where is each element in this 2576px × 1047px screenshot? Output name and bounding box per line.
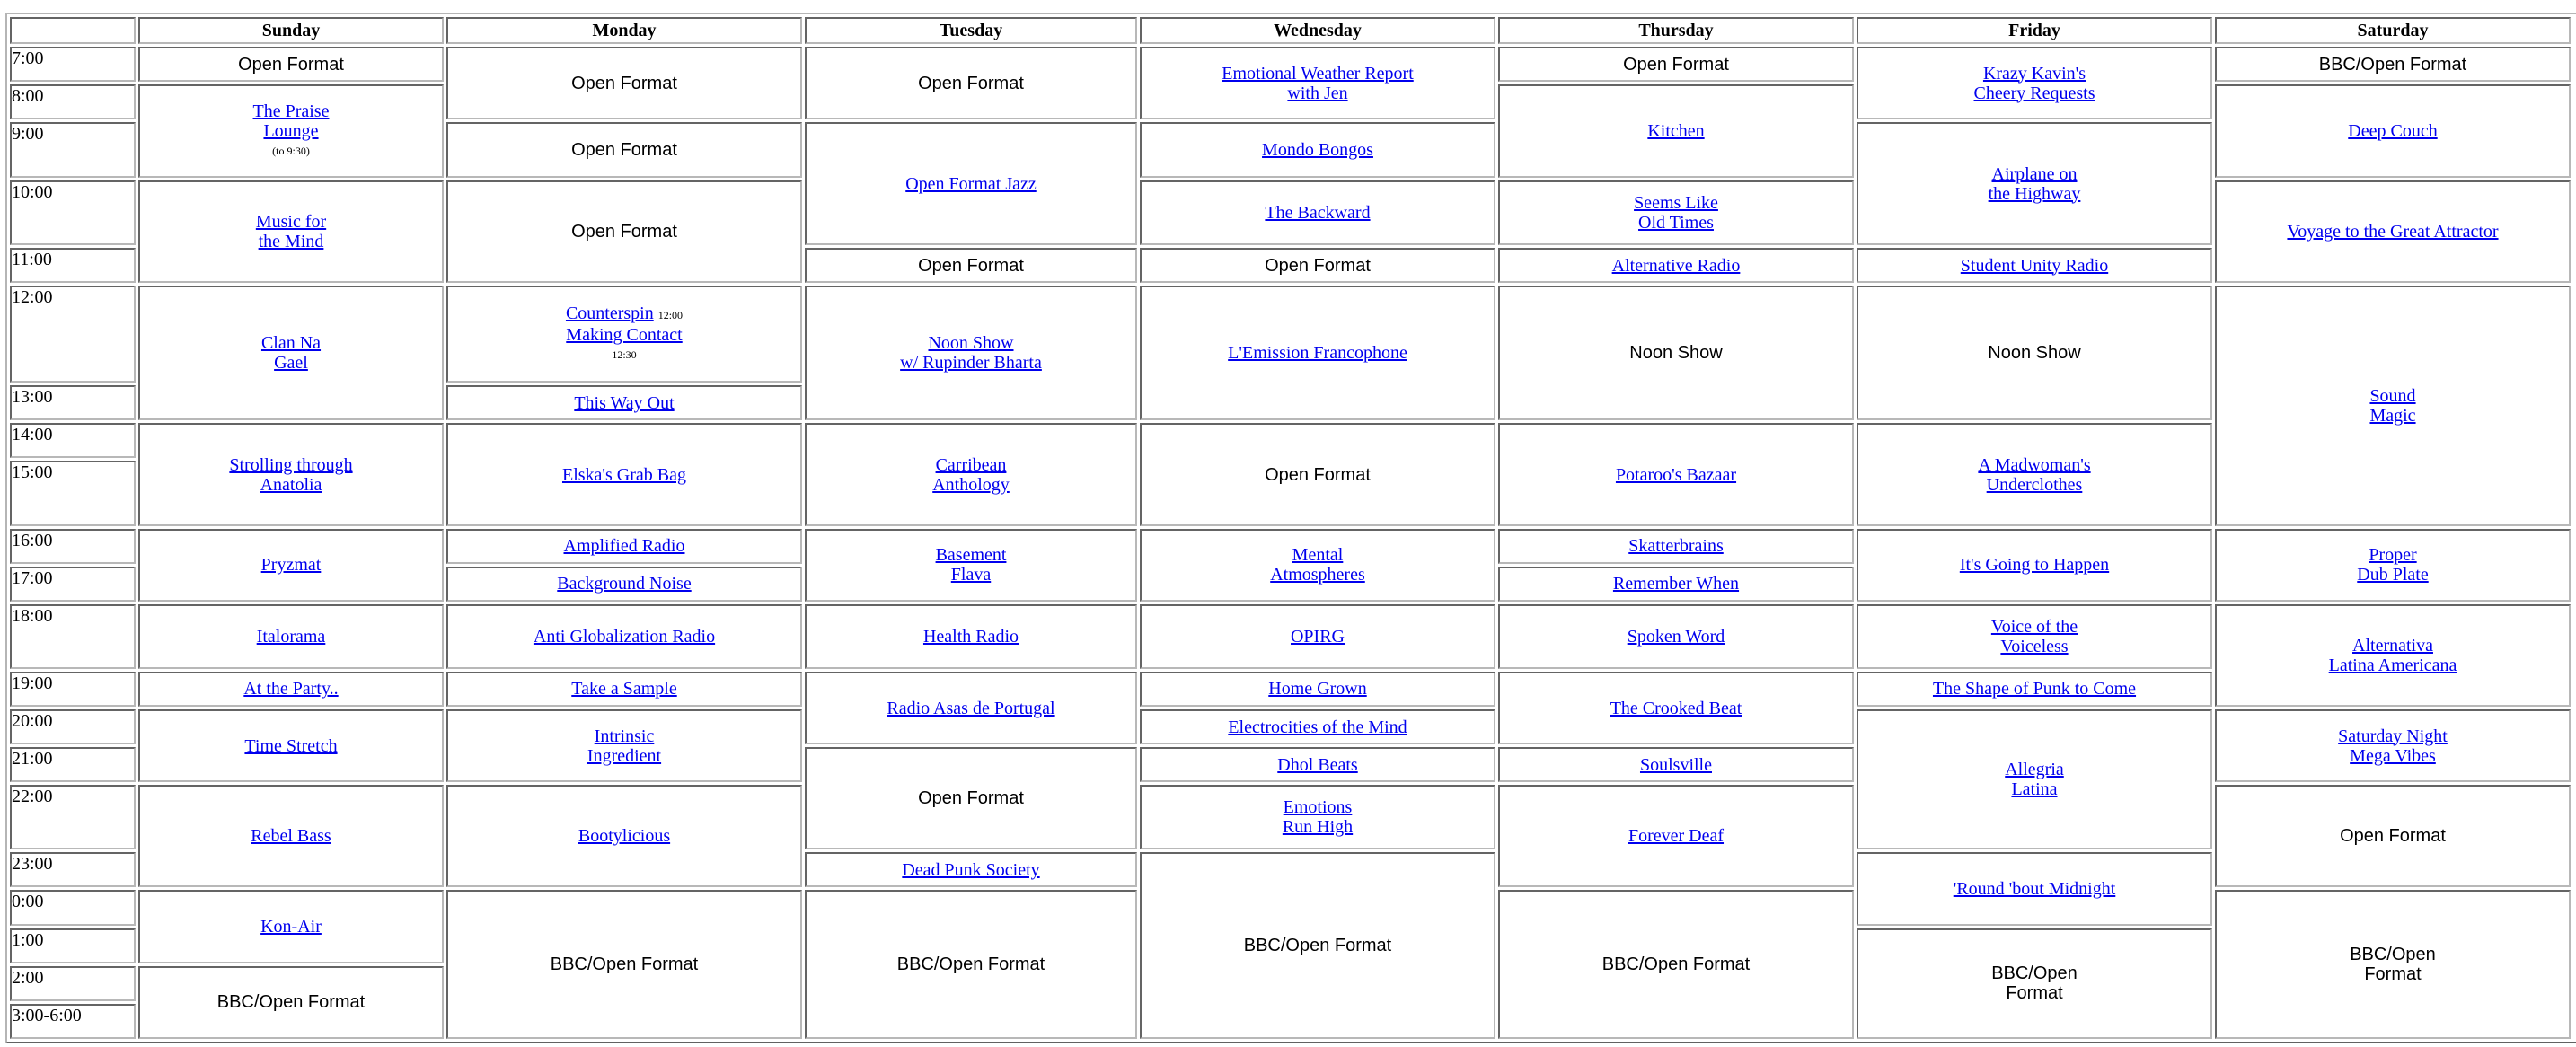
show-title-line: Anatolia xyxy=(260,474,322,495)
friday-shape-of-punk xyxy=(1857,672,2212,707)
thursday-remember-when xyxy=(1498,567,1854,602)
schedule-table xyxy=(5,13,2576,1043)
time-label: 21:00 xyxy=(10,747,136,782)
show-title-line: Anthology xyxy=(932,474,1010,495)
show-link[interactable]: Kon-Air xyxy=(260,917,322,937)
monday-anti-globalization-radio xyxy=(446,604,802,669)
show-link[interactable]: Bootylicious xyxy=(578,826,671,847)
sunday-rebel-bass xyxy=(138,785,444,887)
show-link[interactable]: Background Noise xyxy=(557,574,692,594)
friday-round-bout-midnight xyxy=(1857,852,2212,925)
wednesday-bbc-open-format: BBC/Open Format xyxy=(1140,852,1495,1039)
show-title-line: Latina xyxy=(2011,779,2058,800)
wednesday-electrocities xyxy=(1140,709,1495,744)
show-link[interactable]: Soulsville xyxy=(1639,754,1712,775)
header-row xyxy=(10,17,2573,44)
day-header-tuesday: Tuesday xyxy=(805,17,1137,44)
show-link[interactable]: Skatterbrains xyxy=(1628,536,1724,557)
day-header-thursday: Thursday xyxy=(1498,17,1854,44)
time-label: 10:00 xyxy=(10,180,136,245)
time-label: 9:00 xyxy=(10,122,136,178)
show-link[interactable] xyxy=(1858,455,2210,495)
show-link[interactable]: Home Grown xyxy=(1268,679,1367,699)
show-link[interactable] xyxy=(1500,193,1852,233)
time-label: 11:00 xyxy=(10,248,136,283)
thursday-noon-show: Noon Show xyxy=(1498,286,1854,420)
tuesday-radio-asas-de-portugal xyxy=(805,672,1137,744)
day-header-saturday: Saturday xyxy=(2215,17,2571,44)
time-label: 14:00 xyxy=(10,423,136,458)
show-title-line: w/ Rupinder Bharta xyxy=(900,353,1042,374)
show-link[interactable]: Electrocities of the Mind xyxy=(1228,717,1407,737)
monday-open-format: Open Format xyxy=(446,180,802,283)
show-link[interactable] xyxy=(1142,64,1494,103)
show-link[interactable]: 'Round 'bout Midnight xyxy=(1953,878,2116,899)
time-label: 3:00-6:00 xyxy=(10,1004,136,1039)
show-link[interactable] xyxy=(2217,545,2569,585)
counterspin-line xyxy=(448,304,800,325)
show-title-line: the Mind xyxy=(258,231,324,251)
sunday-time-stretch xyxy=(138,709,444,782)
show-link[interactable]: Making Contact xyxy=(566,325,683,346)
row-19 xyxy=(10,672,2573,707)
row-18 xyxy=(10,604,2573,669)
friday-allegria-latina xyxy=(1857,709,2212,849)
show-link[interactable]: Elska's Grab Bag xyxy=(561,464,687,485)
show-title-line: Voice of the xyxy=(1990,616,2078,637)
show-link[interactable]: Italorama xyxy=(256,626,326,647)
thursday-seems-like-old-times xyxy=(1498,180,1854,245)
corner-cell xyxy=(10,17,136,44)
monday-background-noise xyxy=(446,567,802,602)
row-12 xyxy=(10,286,2573,383)
saturday-open-format: Open Format xyxy=(2215,785,2571,887)
saturday-night-mega-vibes xyxy=(2215,709,2571,782)
monday-counterspin-making-contact xyxy=(446,286,802,383)
monday-intrinsic-ingredient xyxy=(446,709,802,782)
show-link[interactable]: The Crooked Beat xyxy=(1610,698,1742,718)
tuesday-open-format: Open Format xyxy=(805,747,1137,849)
show-link[interactable] xyxy=(1858,164,2210,204)
show-title-line: Allegria xyxy=(2005,760,2064,780)
show-link[interactable]: Alternative Radio xyxy=(1611,255,1741,276)
wednesday-mental-atmospheres xyxy=(1140,529,1495,602)
day-header-wednesday: Wednesday xyxy=(1140,17,1495,44)
monday-open-format: Open Format xyxy=(446,122,802,178)
thursday-potaroos-bazaar xyxy=(1498,423,1854,525)
show-title-line: Voiceless xyxy=(2000,636,2069,656)
show-title-line: Format xyxy=(2364,964,2422,985)
saturday-proper-dub-plate xyxy=(2215,529,2571,602)
row-20 xyxy=(10,709,2573,744)
show-title-line: Format xyxy=(2006,983,2063,1004)
show-link[interactable]: Potaroo's Bazaar xyxy=(1615,464,1737,485)
row-7 xyxy=(10,47,2573,82)
show-title-line: Cheery Requests xyxy=(1973,83,2095,103)
show-title-line: Ingredient xyxy=(587,745,662,766)
time-label: 22:00 xyxy=(10,785,136,849)
show-title-line: BBC/Open xyxy=(1991,963,2078,984)
show-title-line: A Madwoman's xyxy=(1978,454,2091,475)
wednesday-emission-francophone xyxy=(1140,286,1495,420)
row-14 xyxy=(10,423,2573,458)
show-link[interactable]: At the Party.. xyxy=(243,679,339,699)
show-link[interactable] xyxy=(1142,797,1494,837)
thursday-kitchen xyxy=(1498,84,1854,178)
time-label: 8:00 xyxy=(10,84,136,119)
tuesday-basement-flava xyxy=(805,529,1137,602)
time-label: 19:00 xyxy=(10,672,136,707)
tuesday-open-format-jazz xyxy=(805,122,1137,245)
show-title-line: Underclothes xyxy=(1986,474,2083,495)
show-link[interactable]: Forever Deaf xyxy=(1628,826,1725,847)
show-link[interactable]: Student Unity Radio xyxy=(1960,255,2109,276)
show-link[interactable]: Health Radio xyxy=(922,626,1019,647)
show-title-line: Carribean xyxy=(935,454,1007,475)
friday-student-unity-radio xyxy=(1857,248,2212,283)
time-label: 17:00 xyxy=(10,567,136,602)
show-title-line: Lounge xyxy=(263,120,319,141)
wednesday-emotional-weather-report xyxy=(1140,47,1495,119)
time-label: 23:00 xyxy=(10,852,136,887)
show-link[interactable]: Mondo Bongos xyxy=(1262,139,1373,160)
friday-bbc-open-format xyxy=(1857,928,2212,1039)
show-title-line: Alternativa xyxy=(2352,635,2433,655)
show-title-line: Sound xyxy=(2369,385,2416,406)
show-link[interactable]: Remember When xyxy=(1612,574,1740,594)
show-link[interactable]: L'Emission Francophone xyxy=(1228,343,1407,364)
show-link[interactable]: The Shape of Punk to Come xyxy=(1932,679,2137,699)
sunday-bbc-open-format: BBC/Open Format xyxy=(138,966,444,1039)
show-time-note: (to 9:30) xyxy=(272,144,310,157)
thursday-alternative-radio xyxy=(1498,248,1854,283)
show-link[interactable] xyxy=(807,545,1135,585)
show-title-line: Old Times xyxy=(1638,212,1714,233)
sunday-open-format: Open Format xyxy=(138,47,444,82)
sunday-kon-air xyxy=(138,890,444,963)
show-time-note: 12:00 xyxy=(657,309,684,322)
show-title-line: Airplane on xyxy=(1991,163,2078,184)
show-title-line: Strolling through xyxy=(229,454,353,475)
show-link[interactable] xyxy=(1858,760,2210,799)
saturday-deep-couch xyxy=(2215,84,2571,178)
tuesday-dead-punk-society xyxy=(805,852,1137,887)
show-title-line: Latina Americana xyxy=(2328,655,2457,675)
show-link[interactable]: It's Going to Happen xyxy=(1959,555,2110,576)
wednesday-opirg xyxy=(1140,604,1495,669)
show-link[interactable] xyxy=(2217,726,2569,766)
tuesday-noon-show xyxy=(805,286,1137,420)
show-link[interactable] xyxy=(807,455,1135,495)
sunday-italorama xyxy=(138,604,444,669)
wednesday-the-backward xyxy=(1140,180,1495,245)
tuesday-carribean-anthology xyxy=(805,423,1137,525)
show-link[interactable] xyxy=(140,101,442,141)
sunday-strolling-through-anatolia xyxy=(138,423,444,525)
show-title-line: Music for xyxy=(255,211,327,232)
monday-bbc-open-format: BBC/Open Format xyxy=(446,890,802,1039)
sunday-pryzmat xyxy=(138,529,444,602)
show-title-line: Basement xyxy=(935,545,1007,566)
friday-krazy-kavins xyxy=(1857,47,2212,119)
monday-elskas-grab-bag xyxy=(446,423,802,525)
wednesday-dhol-beats xyxy=(1140,747,1495,782)
show-title-line: Proper xyxy=(2369,545,2417,566)
show-title-line: Magic xyxy=(2369,405,2416,426)
sunday-music-for-the-mind xyxy=(138,180,444,283)
friday-noon-show: Noon Show xyxy=(1857,286,2212,420)
show-title-line: Clan Na xyxy=(260,333,322,354)
show-link[interactable]: Kitchen xyxy=(1647,120,1705,141)
show-link[interactable]: Voyage to the Great Attractor xyxy=(2287,221,2499,242)
time-label: 18:00 xyxy=(10,604,136,669)
show-link[interactable]: This Way Out xyxy=(574,392,675,413)
thursday-open-format: Open Format xyxy=(1498,47,1854,82)
thursday-soulsville xyxy=(1498,747,1854,782)
show-link[interactable]: Time Stretch xyxy=(244,735,338,756)
show-link[interactable]: Pryzmat xyxy=(260,555,322,576)
show-link[interactable] xyxy=(1858,617,2210,656)
thursday-crooked-beat xyxy=(1498,672,1854,744)
show-link[interactable]: Anti Globalization Radio xyxy=(533,626,716,647)
show-link[interactable]: Open Format Jazz xyxy=(905,173,1037,194)
thursday-bbc-open-format: BBC/Open Format xyxy=(1498,890,1854,1039)
day-header-friday: Friday xyxy=(1857,17,2212,44)
show-title-line: Krazy Kavin's xyxy=(1982,63,2086,84)
show-title-line: BBC/Open xyxy=(2350,945,2436,965)
show-link[interactable] xyxy=(140,333,442,373)
saturday-alternativa-latina-americana xyxy=(2215,604,2571,707)
time-label: 12:00 xyxy=(10,286,136,383)
tuesday-open-format: Open Format xyxy=(805,47,1137,119)
show-title-line: the Highway xyxy=(1988,183,2081,204)
friday-airplane-on-the-highway xyxy=(1857,122,2212,245)
monday-amplified-radio xyxy=(446,529,802,564)
making-contact-line xyxy=(448,325,800,345)
show-link[interactable]: Dhol Beats xyxy=(1277,754,1358,775)
sunday-clan-na-gael xyxy=(138,286,444,420)
time-label: 20:00 xyxy=(10,709,136,744)
thursday-skatterbrains xyxy=(1498,529,1854,564)
show-link[interactable]: Take a Sample xyxy=(571,679,677,699)
show-link[interactable] xyxy=(2217,636,2569,675)
saturday-sound-magic xyxy=(2215,286,2571,526)
show-link[interactable] xyxy=(448,726,800,766)
tuesday-bbc-open-format: BBC/Open Format xyxy=(805,890,1137,1039)
thursday-forever-deaf xyxy=(1498,785,1854,887)
show-link[interactable] xyxy=(1858,64,2210,103)
show-title-line: Emotional Weather Report xyxy=(1222,63,1414,84)
time-label: 1:00 xyxy=(10,928,136,963)
show-title-line: Seems Like xyxy=(1634,192,1718,213)
time-label: 16:00 xyxy=(10,529,136,564)
show-link[interactable]: Radio Asas de Portugal xyxy=(887,698,1055,718)
show-title-line: Dub Plate xyxy=(2357,565,2429,585)
thursday-spoken-word xyxy=(1498,604,1854,669)
day-header-monday: Monday xyxy=(446,17,802,44)
show-title-line: Gael xyxy=(274,353,308,374)
time-label: 13:00 xyxy=(10,385,136,420)
show-title-line: with Jen xyxy=(1287,83,1348,103)
show-link[interactable]: Spoken Word xyxy=(1627,626,1725,647)
show-link[interactable] xyxy=(1142,545,1494,585)
show-link[interactable] xyxy=(2217,386,2569,426)
time-label: 7:00 xyxy=(10,47,136,82)
show-link[interactable]: Amplified Radio xyxy=(563,536,685,557)
show-title-line: The Praise xyxy=(252,101,330,121)
wednesday-mondo-bongos xyxy=(1140,122,1495,178)
wednesday-open-format: Open Format xyxy=(1140,248,1495,283)
show-title-line: Noon Show xyxy=(928,333,1014,354)
friday-madwomans-underclothes xyxy=(1857,423,2212,525)
show-title-line: Saturday Night xyxy=(2338,726,2448,746)
show-title-line: Emotions xyxy=(1283,797,1353,818)
show-title-line: Mega Vibes xyxy=(2350,745,2436,766)
show-title-line: Run High xyxy=(1282,817,1354,838)
tuesday-health-radio xyxy=(805,604,1137,669)
time-label: 15:00 xyxy=(10,461,136,525)
show-link[interactable]: Counterspin xyxy=(565,304,654,324)
show-title-line: Atmospheres xyxy=(1270,565,1365,585)
show-time-note: 12:30 xyxy=(612,348,637,362)
saturday-voyage-great-attractor xyxy=(2215,180,2571,283)
saturday-bbc-open-format xyxy=(2215,890,2571,1039)
show-title-line: Intrinsic xyxy=(594,726,655,746)
monday-bootylicious xyxy=(446,785,802,887)
monday-this-way-out xyxy=(446,385,802,420)
monday-take-a-sample xyxy=(446,672,802,707)
show-link[interactable] xyxy=(140,212,442,251)
wednesday-home-grown xyxy=(1140,672,1495,707)
show-link[interactable]: Rebel Bass xyxy=(251,826,331,847)
day-header-sunday: Sunday xyxy=(138,17,444,44)
monday-open-format: Open Format xyxy=(446,47,802,119)
friday-voice-of-the-voiceless xyxy=(1857,604,2212,669)
show-title-line: Mental xyxy=(1292,545,1344,566)
friday-its-going-to-happen xyxy=(1857,529,2212,602)
sunday-praise-lounge xyxy=(138,84,444,178)
show-link[interactable]: OPIRG xyxy=(1290,626,1345,647)
show-title-line: Flava xyxy=(950,565,992,585)
show-link[interactable]: Dead Punk Society xyxy=(902,859,1040,880)
wednesday-open-format: Open Format xyxy=(1140,423,1495,525)
time-label: 0:00 xyxy=(10,890,136,925)
wednesday-emotions-run-high xyxy=(1140,785,1495,849)
row-16 xyxy=(10,529,2573,564)
show-link[interactable]: Deep Couch xyxy=(2348,120,2438,141)
show-link[interactable] xyxy=(807,333,1135,373)
time-label: 2:00 xyxy=(10,966,136,1001)
sunday-at-the-party xyxy=(138,672,444,707)
show-link[interactable] xyxy=(140,455,442,495)
show-link[interactable]: The Backward xyxy=(1265,202,1371,223)
tuesday-open-format: Open Format xyxy=(805,248,1137,283)
saturday-bbc-open-format: BBC/Open Format xyxy=(2215,47,2571,82)
